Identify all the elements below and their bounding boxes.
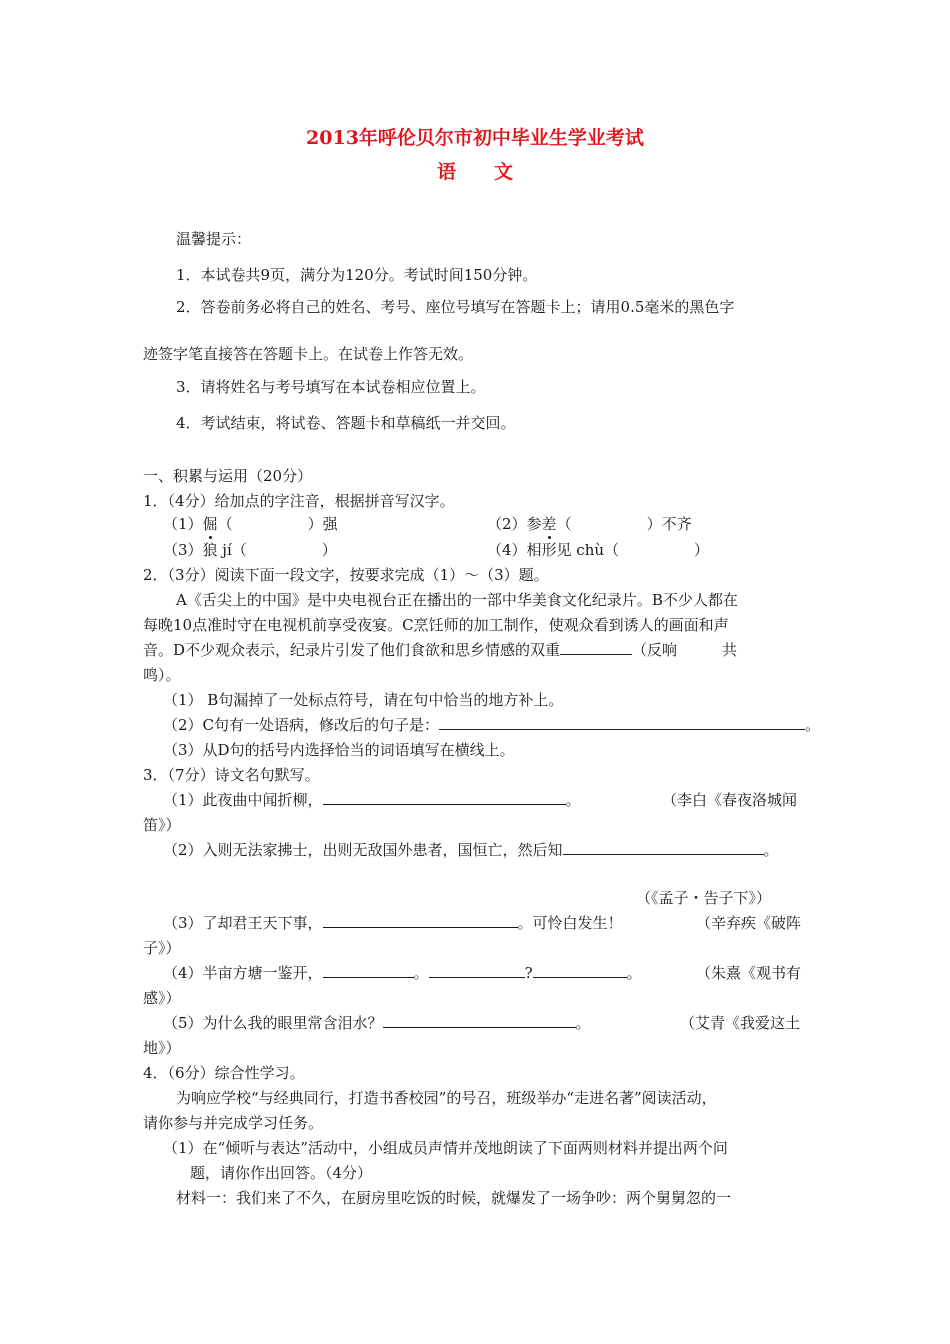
q3-line-4-question: ? [524, 964, 533, 982]
q1-item-4: （4）相形见 chù（ ） [487, 541, 710, 559]
tip-item-2-cont: 迹签字笔直接答在答题卡上。在试卷上作答无效。 [143, 345, 474, 363]
q3-line-1-end: 。 [565, 791, 581, 809]
tip-item-3: 3．请将姓名与考号填写在本试卷相应位置上。 [176, 378, 486, 396]
q3-line-2-text: （2）入则无法家拂士，出则无敌国外患者，国恒亡，然后知 [163, 841, 563, 859]
exam-subject: 语 文 [436, 161, 513, 183]
dotted-char: 倔 [202, 515, 218, 533]
answer-blank[interactable] [323, 963, 414, 978]
dotted-char: 差 [541, 515, 557, 533]
answer-blank[interactable] [323, 913, 518, 928]
q3-line-4 [163, 963, 642, 983]
q2-passage-line-1: A《舌尖上的中国》是中央电视台正在播出的一部中华美食文化纪录片。B不少人都在 [176, 591, 738, 609]
q1-item-2-prefix: （2）参 [487, 515, 542, 533]
q2-sub-2-end: 。 [805, 716, 821, 734]
q2-passage-line-2: 每晚10点准时守在电视机前享受夜宴。C烹饪师的加工制作，使观众看到诱人的画面和声 [143, 616, 729, 634]
q1-item-2 [487, 514, 692, 534]
q3-stem: 3．（7分）诗文名句默写。 [143, 766, 320, 784]
tips-heading: 温馨提示： [176, 230, 252, 248]
q4-material-1: 材料一：我们来了不久，在厨房里吃饭的时候，就爆发了一场争吵：两个舅舅忽的一 [176, 1189, 732, 1207]
answer-blank[interactable] [383, 1013, 576, 1028]
q3-line-5 [163, 1013, 591, 1033]
q4-sub-1-cont: 题，请你作出回答。（4分） [190, 1164, 373, 1182]
q3-line-1-source: （李白《春夜洛城闻 [662, 791, 798, 809]
q3-line-3-end: 。可怜白发生！ [517, 914, 623, 932]
q2-sub-1: （1） B句漏掉了一处标点符号，请在句中恰当的地方补上。 [163, 691, 564, 709]
q1-item-1 [163, 514, 338, 534]
q3-line-4-source-cont: 感》） [143, 989, 181, 1007]
q3-line-5-end: 。 [575, 1014, 591, 1032]
q1-item-1-prefix: （1） [163, 515, 203, 533]
tip-item-1: 1．本试卷共9页，满分为120分。考试时间150分钟。 [176, 266, 538, 284]
q2-word-choices: （反响 共 [632, 641, 738, 659]
q2-passage-line-4: 鸣）。 [143, 666, 181, 684]
q3-line-5-source-cont: 地》） [143, 1039, 181, 1057]
answer-blank[interactable] [429, 963, 525, 978]
q2-sub-2-text: （2）C句有一处语病，修改后的句子是： [163, 716, 440, 734]
q1-item-2-suffix: （ ）不齐 [556, 515, 692, 533]
q3-line-3-source-cont: 子》） [143, 939, 181, 957]
q2-sub-3: （3）从D句的括号内选择恰当的词语填写在横线上。 [163, 741, 515, 759]
q1-stem: 1．（4分）给加点的字注音，根据拼音写汉字。 [143, 492, 455, 510]
q3-line-1-text: （1）此夜曲中闻折柳， [163, 791, 323, 809]
q4-intro-line-2: 请你参与并完成学习任务。 [143, 1114, 324, 1132]
exam-title: 2013年呼伦贝尔市初中毕业生学业考试 [306, 127, 644, 149]
q4-intro-line-1: 为响应学校“与经典同行，打造书香校园”的号召，班级举办“走进名著”阅读活动， [176, 1089, 717, 1107]
q3-line-3-text: （3）了却君王天下事， [163, 914, 323, 932]
q3-line-2-end: 。 [763, 841, 779, 859]
q4-stem: 4．（6分）综合性学习。 [143, 1064, 305, 1082]
tip-item-2: 2．答卷前务必将自己的姓名、考号、座位号填写在答题卡上；请用0.5毫米的黑色字 [176, 298, 735, 316]
q3-line-3-source: （辛弃疾《破阵 [696, 914, 802, 932]
q3-line-4-text: （4）半亩方塘一鉴开， [163, 964, 323, 982]
q3-line-5-source: （艾青《我爱这土 [680, 1014, 801, 1032]
q3-line-4-mid: 。 [413, 964, 429, 982]
q3-line-4-end: 。 [626, 964, 642, 982]
q3-line-2-source: （《孟子・告子下》） [636, 889, 772, 907]
q2-sub-2 [163, 715, 820, 735]
q3-line-1-source-cont: 笛》） [143, 816, 181, 834]
q3-line-3 [163, 913, 623, 933]
q1-item-1-suffix: （ ）强 [217, 515, 338, 533]
answer-blank[interactable] [323, 790, 566, 805]
answer-blank[interactable] [563, 840, 764, 855]
q4-sub-1: （1）在“倾听与表达”活动中，小组成员声情并茂地朗读了下面两则材料并提出两个问 [163, 1139, 728, 1157]
answer-blank[interactable] [439, 715, 805, 730]
q3-line-1 [163, 790, 581, 810]
answer-blank[interactable] [533, 963, 627, 978]
section-heading: 一、积累与运用（20分） [143, 467, 313, 485]
q2-passage-line-3 [143, 640, 737, 660]
q3-line-5-text: （5）为什么我的眼里常含泪水？ [163, 1014, 383, 1032]
tip-item-4: 4．考试结束，将试卷、答题卡和草稿纸一并交回。 [176, 414, 516, 432]
q3-line-4-source: （朱熹《观书有 [696, 964, 802, 982]
q2-passage-text: 音。D不少观众表示，纪录片引发了他们食欲和思乡情感的双重 [143, 641, 561, 659]
answer-blank[interactable] [560, 640, 632, 655]
q1-item-3: （3）狼 jí（ ） [163, 541, 337, 559]
q3-line-2 [163, 840, 779, 860]
q2-stem: 2．（3分）阅读下面一段文字，按要求完成（1）～（3）题。 [143, 566, 549, 584]
